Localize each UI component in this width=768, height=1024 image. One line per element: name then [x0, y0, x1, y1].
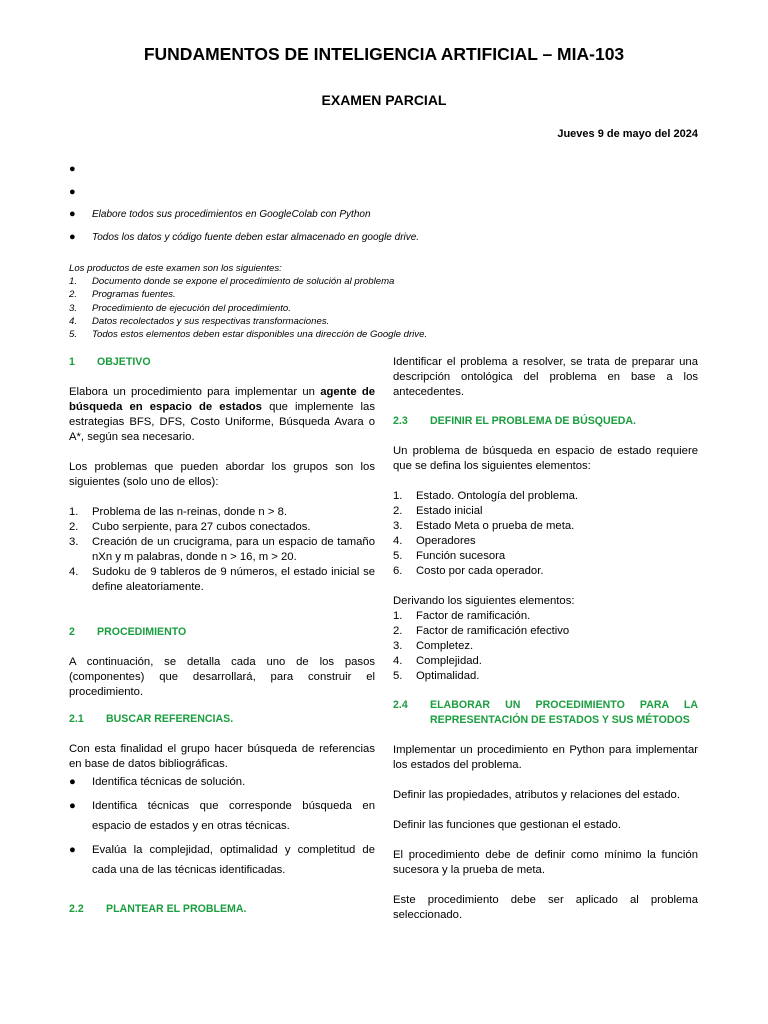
- bullet-icon: ●: [69, 844, 76, 856]
- referencias-paragraph: Con esta finalidad el grupo hacer búsqueda de referencias en base de datos bibliográficas.: [69, 743, 375, 770]
- exam-title: EXAMEN PARCIAL: [321, 92, 447, 108]
- problems-intro: Los problemas que pueden abordar los grupos son los siguientes (solo uno de ellos):: [69, 461, 375, 488]
- elaborar-paragraph-1: Implementar un procedimiento en Python para implementar los estados del problema.: [393, 744, 698, 771]
- section-heading-elaborar: 2.4 ELABORAR UN PROCEDIMIENTO PARA LA REPRESENTACIÓN DE ESTADOS Y SUS MÉTODOS: [393, 699, 698, 726]
- derived-intro: Derivando los siguientes elementos:: [393, 595, 575, 607]
- products-list: [69, 275, 709, 341]
- derived-list: [393, 609, 698, 684]
- bullet-icon: ●: [69, 800, 76, 812]
- elaborar-paragraph-5: Este procedimiento debe ser aplicado al problema seleccionado.: [393, 894, 698, 921]
- section-heading-plantear: 2.2 PLANTEAR EL PROBLEMA.: [69, 903, 247, 915]
- list-item: 5. Optimalidad.: [393, 670, 480, 682]
- elaborar-paragraph-4: El procedimiento debe de definir como mínimo la función sucesora y la prueba de meta.: [393, 849, 698, 876]
- list-item: [69, 164, 709, 187]
- section-heading-definir: 2.3 DEFINIR EL PROBLEMA DE BÚSQUEDA.: [393, 415, 637, 427]
- definir-paragraph: Un problema de búsqueda en espacio de estado requiere que se defina los siguientes elementos:: [393, 445, 698, 472]
- elements-list: [393, 489, 698, 579]
- list-item: 4. Complejidad.: [393, 655, 482, 667]
- list-item: 2. Programas fuentes.: [69, 289, 176, 301]
- objetivo-paragraph: Elabora un procedimiento para implementar un agente de búsqueda en espacio de estados que implemente las estrategias BFS, DFS, Costo Uniforme, Búsqueda Avara o A*, según sea necesario.: [69, 386, 376, 443]
- elaborar-paragraph-2: Definir las propiedades, atributos y relaciones del estado.: [393, 789, 680, 801]
- list-item: ● Evalúa la complejidad, optimalidad y completitud de cada una de las técnicas identificadas.: [69, 840, 375, 880]
- bullet-icon: ●: [69, 163, 76, 175]
- page-title: FUNDAMENTOS DE INTELIGENCIA ARTIFICIAL – MIA-103: [143, 44, 625, 64]
- list-item: 4. Datos recolectados y sus respectivas transformaciones.: [69, 315, 330, 327]
- list-item: 6. Costo por cada operador.: [393, 565, 544, 577]
- list-item: 2. Estado inicial: [393, 505, 483, 517]
- bullet-icon: ●: [69, 208, 76, 220]
- list-item: 1. Factor de ramificación.: [393, 610, 531, 622]
- products-intro: Los productos de este examen son los siguientes:: [69, 263, 282, 274]
- section-heading-procedimiento: 2 PROCEDIMIENTO: [69, 626, 187, 638]
- elaborar-paragraph-3: Definir las funciones que gestionan el estado.: [393, 819, 621, 831]
- list-item: 4. Operadores: [393, 535, 476, 547]
- section-heading-referencias: 2.1 BUSCAR REFERENCIAS.: [69, 713, 234, 725]
- list-item: 3. Creación de un crucigrama, para un espacio de tamaño nXn y m palabras, donde n > 16, m > 20.: [69, 536, 375, 563]
- list-item: 1. Documento donde se expone el procedimiento de solución al problema: [69, 276, 395, 288]
- plantear-paragraph: Identificar el problema a resolver, se trata de preparar una descripción ontológica del problema en base a los antecedentes.: [393, 356, 698, 398]
- instructions-list: [69, 164, 709, 254]
- list-item: [69, 187, 709, 210]
- list-item: ● Elabore todos sus procedimientos en GoogleColab con Python: [69, 208, 371, 220]
- list-item: 3. Procedimiento de ejecución del procedimiento.: [69, 302, 291, 314]
- right-column: [393, 355, 698, 923]
- list-item: 5. Función sucesora: [393, 550, 506, 562]
- list-item: 2. Factor de ramificación efectivo: [393, 625, 570, 637]
- bullet-icon: ●: [69, 776, 76, 788]
- procedimiento-paragraph: A continuación, se detalla cada uno de los pasos (componentes) que desarrollará, para construir el procedimiento.: [69, 656, 375, 698]
- list-item: 1. Problema de las n-reinas, donde n > 8.: [69, 506, 287, 518]
- list-item: ● Todos los datos y código fuente deben estar almacenado en google drive.: [69, 230, 420, 243]
- list-item: ● Identifica técnicas que corresponde búsqueda en espacio de estados y en otras técnicas.: [69, 796, 375, 836]
- bullet-icon: ●: [69, 230, 76, 243]
- list-item: 3. Completez.: [393, 640, 474, 652]
- bullet-icon: ●: [69, 185, 76, 198]
- list-item: ● Identifica técnicas de solución.: [69, 772, 375, 792]
- list-item: 4. Sudoku de 9 tableros de 9 números, el estado inicial se define aleatoriamente.: [69, 566, 375, 593]
- list-item: 2. Cubo serpiente, para 27 cubos conectados.: [69, 521, 311, 533]
- exam-date: Jueves 9 de mayo del 2024: [557, 128, 698, 140]
- referencias-list: [69, 772, 375, 880]
- products-block: [69, 262, 709, 341]
- list-item: 1. Estado. Ontología del problema.: [393, 490, 579, 502]
- left-column: [69, 355, 375, 917]
- problems-list: [69, 505, 375, 595]
- list-item: 5. Todos estos elementos deben estar disponibles una dirección de Google drive.: [69, 329, 428, 341]
- section-heading-objetivo: 1 OBJETIVO: [69, 356, 151, 368]
- list-item: 3. Estado Meta o prueba de meta.: [393, 520, 575, 532]
